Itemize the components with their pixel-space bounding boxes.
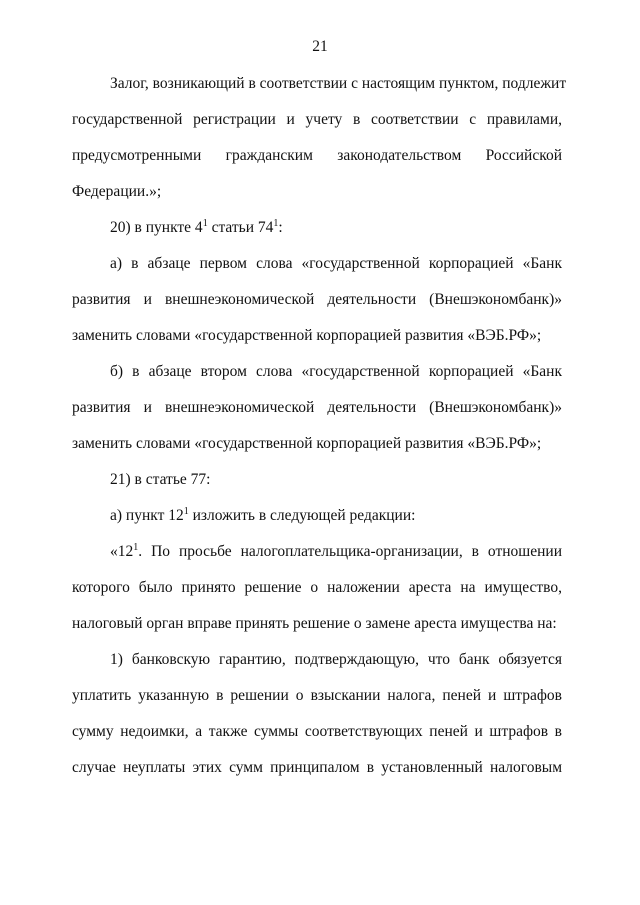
text-line: 21) в статье 77: [110, 471, 211, 488]
text-line: сумму недоимки, а также суммы соответствующих пеней и штрафов в [72, 723, 562, 740]
text-line: предусмотренными гражданским законодательством Российской [72, 147, 562, 164]
superscript: 1 [133, 542, 139, 553]
text-line: Федерации.»; [72, 183, 162, 200]
text-line: Залог, возникающий в соответствии с настоящим пунктом, подлежит [110, 75, 567, 92]
text-line [72, 507, 562, 525]
text-line: налоговый орган вправе принять решение о замене ареста имущества на: [72, 615, 557, 632]
text-segment: изложить в следующей редакции: [188, 507, 416, 524]
text-segment: «12 [110, 543, 134, 560]
superscript: 1 [183, 506, 189, 517]
text-line: государственной регистрации и учету в соответствии с правилами, [72, 111, 562, 128]
superscript: 1 [202, 218, 208, 229]
text-line: которого было принято решение о наложении ареста на имущество, [72, 579, 562, 596]
text-line: а) в абзаце первом слова «государственной корпорацией «Банк [110, 255, 562, 272]
text-line [72, 219, 562, 237]
text-line: развития и внешнеэкономической деятельности (Внешэкономбанк)» [72, 291, 562, 308]
text-line: случае неуплаты этих сумм принципалом в установленный налоговым [72, 759, 562, 776]
text-line: развития и внешнеэкономической деятельности (Внешэкономбанк)» [72, 399, 562, 416]
text-line: б) в абзаце втором слова «государственной корпорацией «Банк [110, 363, 562, 380]
text-segment: статьи 74 [207, 219, 274, 236]
text-segment: . По просьбе налогоплательщика-организации, в отношении [138, 543, 562, 560]
page-number: 21 [312, 38, 328, 55]
document-body [72, 75, 567, 795]
superscript: 1 [273, 218, 279, 229]
text-line: заменить словами «государственной корпорацией развития «ВЭБ.РФ»; [72, 435, 542, 452]
text-line: заменить словами «государственной корпорацией развития «ВЭБ.РФ»; [72, 327, 542, 344]
text-line: 1) банковскую гарантию, подтверждающую, что банк обязуется [110, 651, 562, 668]
text-line [72, 543, 562, 561]
text-line: уплатить указанную в решении о взыскании налога, пеней и штрафов [72, 687, 562, 704]
text-segment: а) пункт 12 [110, 507, 184, 524]
text-segment: : [278, 219, 283, 236]
text-segment: 20) в пункте 4 [110, 219, 203, 236]
